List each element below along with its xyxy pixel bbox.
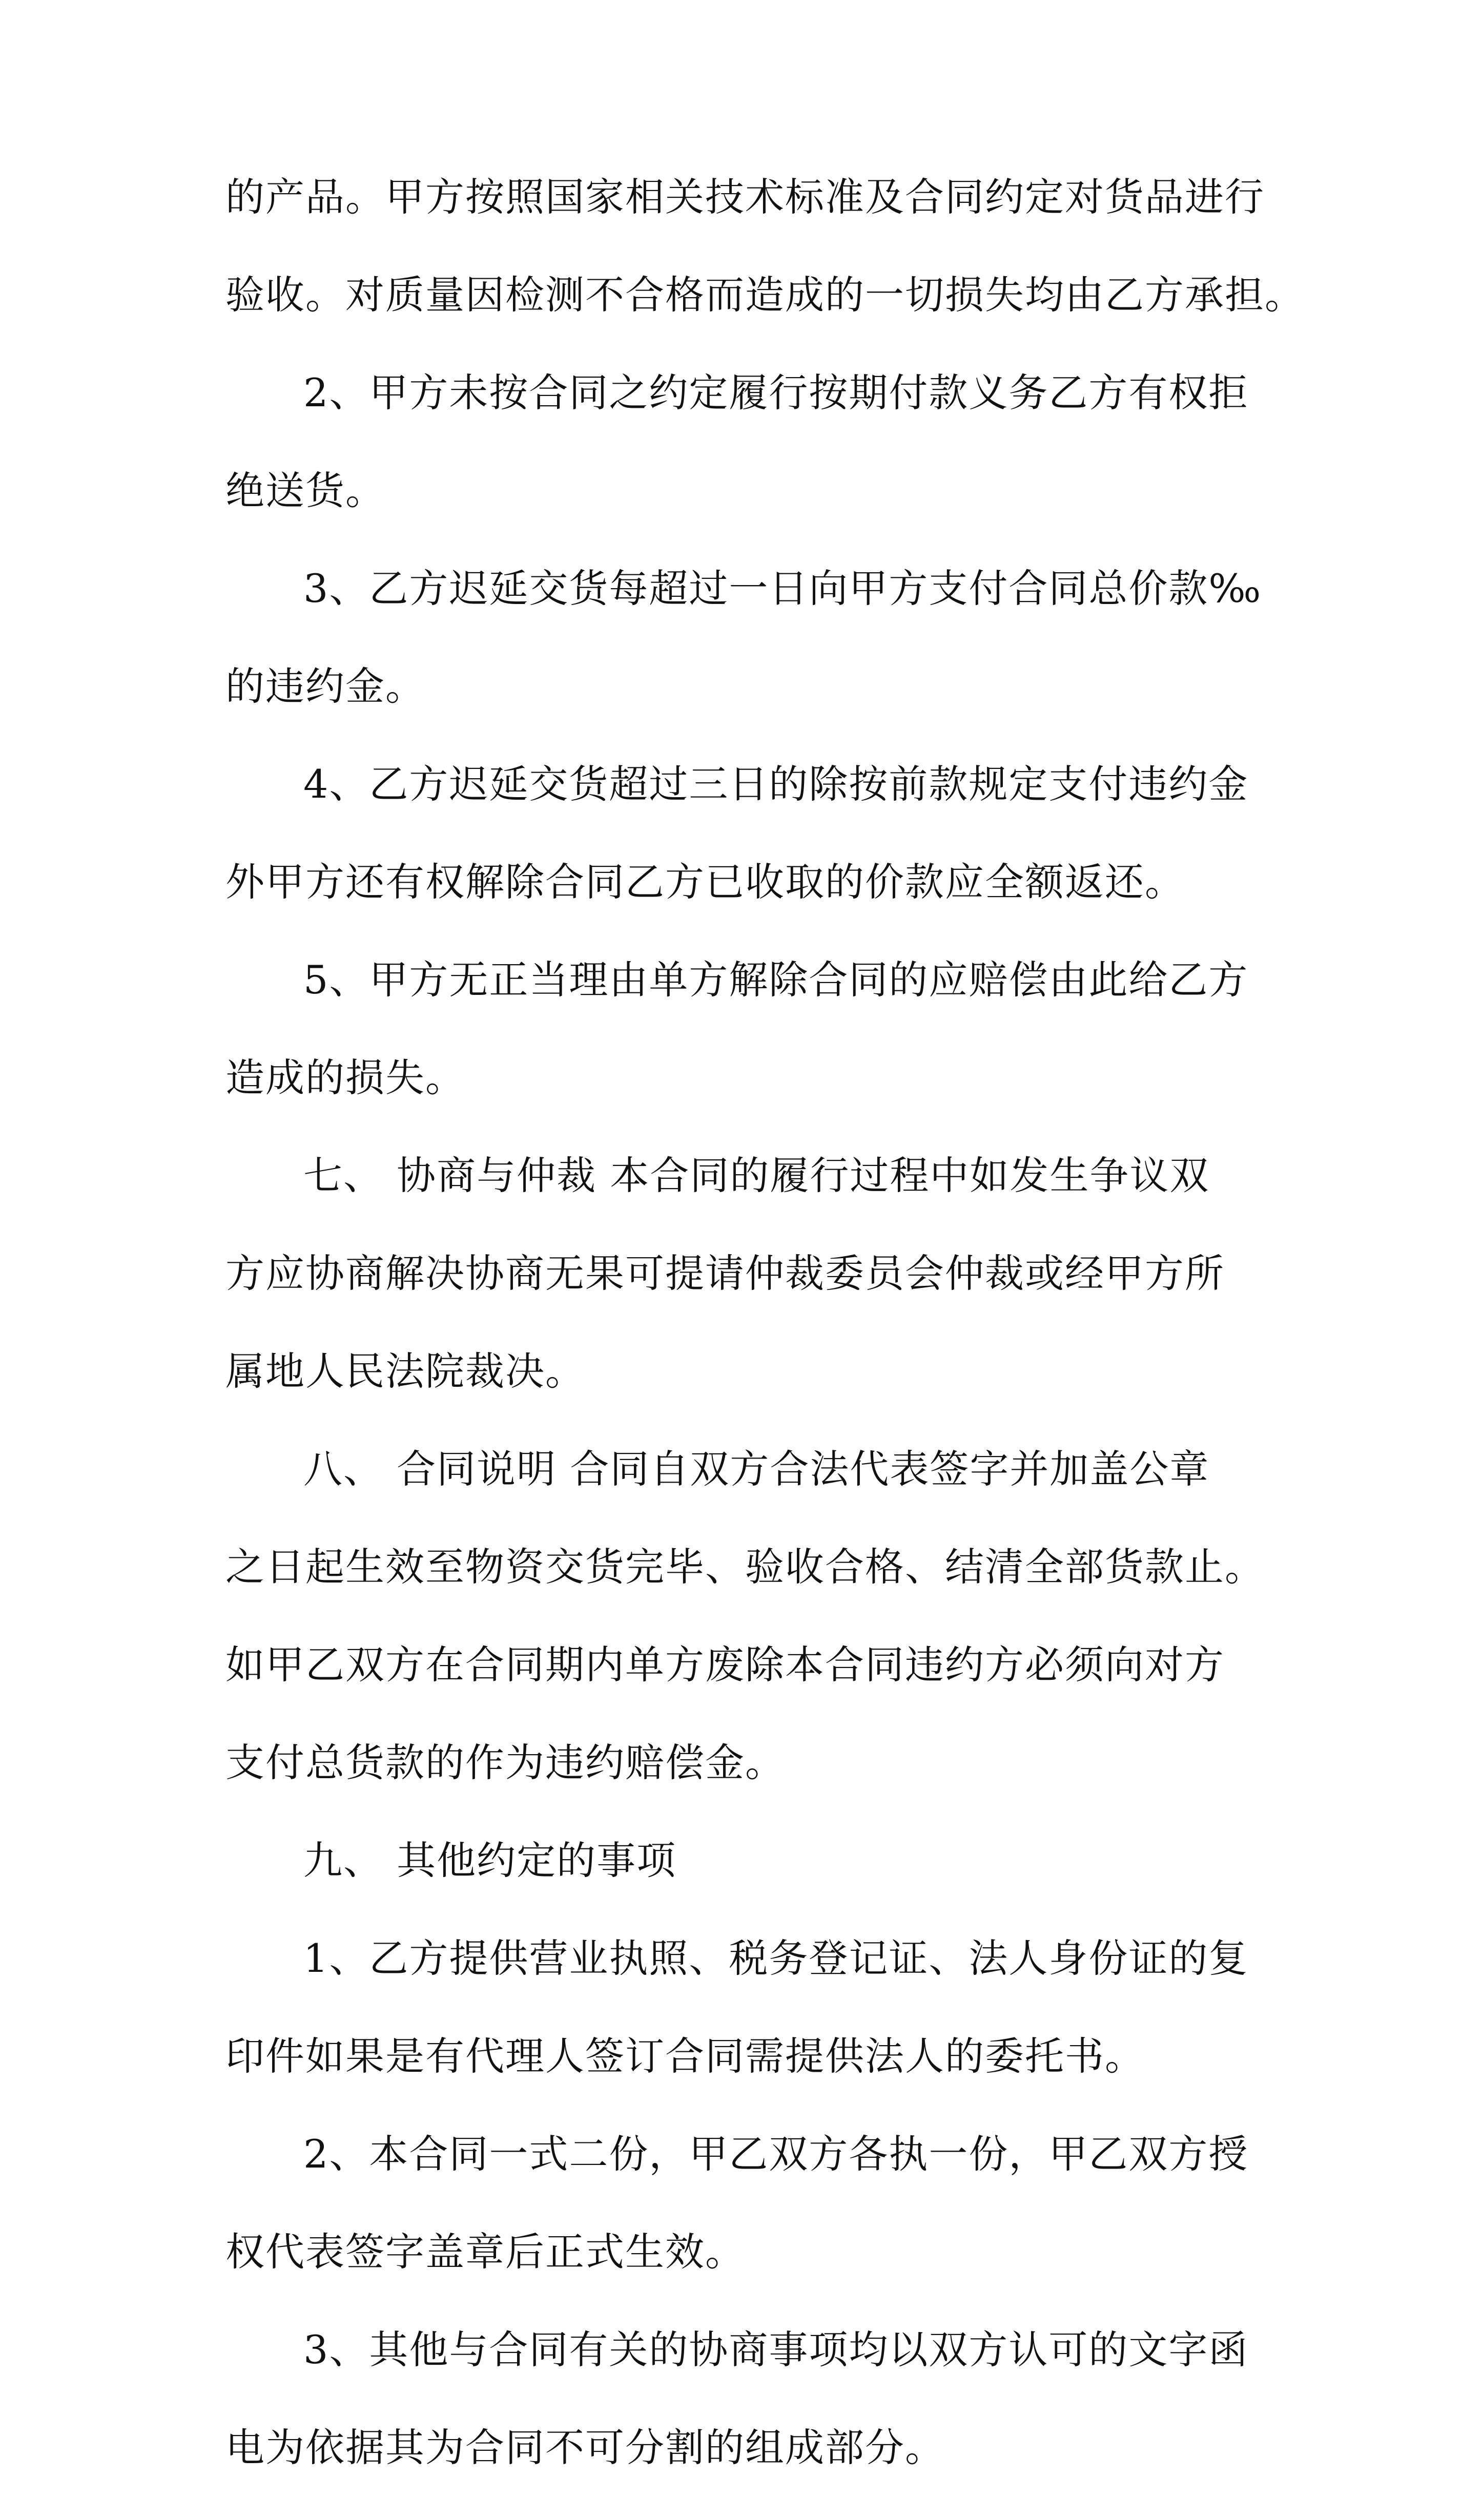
text-line: 电为依据其为合同不可分割的组成部分。 <box>225 2425 945 2470</box>
text-line: 之日起生效至物资交货完毕、验收合格、结清全部货款止。 <box>225 1544 1265 1590</box>
text-line: 的产品。甲方按照国家相关技术标准及合同约定对货品进行 <box>225 174 1265 220</box>
text-line: 外甲方还有权解除合同乙方已收取的价款应全额返还。 <box>225 859 1185 905</box>
text-line: 支付总货款的作为违约赔偿金。 <box>225 1740 785 1785</box>
text-line: 4、乙方迟延交货超过三日的除按前款规定支付违约金 <box>303 761 1249 807</box>
section-heading-line: 八、 合同说明 合同自双方合法代表签字并加盖公章 <box>303 1446 1210 1492</box>
text-line: 3、其他与合同有关的协商事项均以双方认可的文字函 <box>303 2327 1249 2372</box>
text-line: 5、甲方无正当理由单方解除合同的应赔偿由此给乙方 <box>303 957 1249 1003</box>
text-line: 验收。对质量因检测不合格而造成的一切损失均由乙方承担。 <box>225 272 1305 318</box>
contract-body-text <box>225 172 1312 2520</box>
section-heading-line: 七、 协商与仲裁 本合同的履行过程中如发生争议双 <box>303 1153 1210 1198</box>
text-line: 绝送货。 <box>225 468 385 513</box>
text-line: 权代表签字盖章后正式生效。 <box>225 2229 745 2275</box>
text-line: 属地人民法院裁决。 <box>225 1348 585 1394</box>
text-line: 如甲乙双方在合同期内单方废除本合同违约方必须向对方 <box>225 1642 1225 1688</box>
text-line: 2、甲方未按合同之约定履行按期付款义务乙方有权拒 <box>303 370 1249 415</box>
text-line: 造成的损失。 <box>225 1055 465 1100</box>
section-heading-line: 九、 其他约定的事项 <box>303 1838 677 1883</box>
text-line: 方应协商解决协商无果可提请仲裁委员会仲裁或经甲方所 <box>225 1251 1225 1296</box>
text-line: 2、本合同一式二份，甲乙双方各执一份，甲乙双方授 <box>303 2131 1249 2177</box>
text-line: 印件如果是有代理人签订合同需提供法人的委托书。 <box>225 2033 1145 2079</box>
text-line: 的违约金。 <box>225 663 425 709</box>
text-line: 3、乙方迟延交货每超过一日向甲方支付合同总价款‰ <box>303 566 1262 611</box>
text-line: 1、乙方提供营业执照、税务登记证、法人身份证的复 <box>303 1935 1249 1981</box>
